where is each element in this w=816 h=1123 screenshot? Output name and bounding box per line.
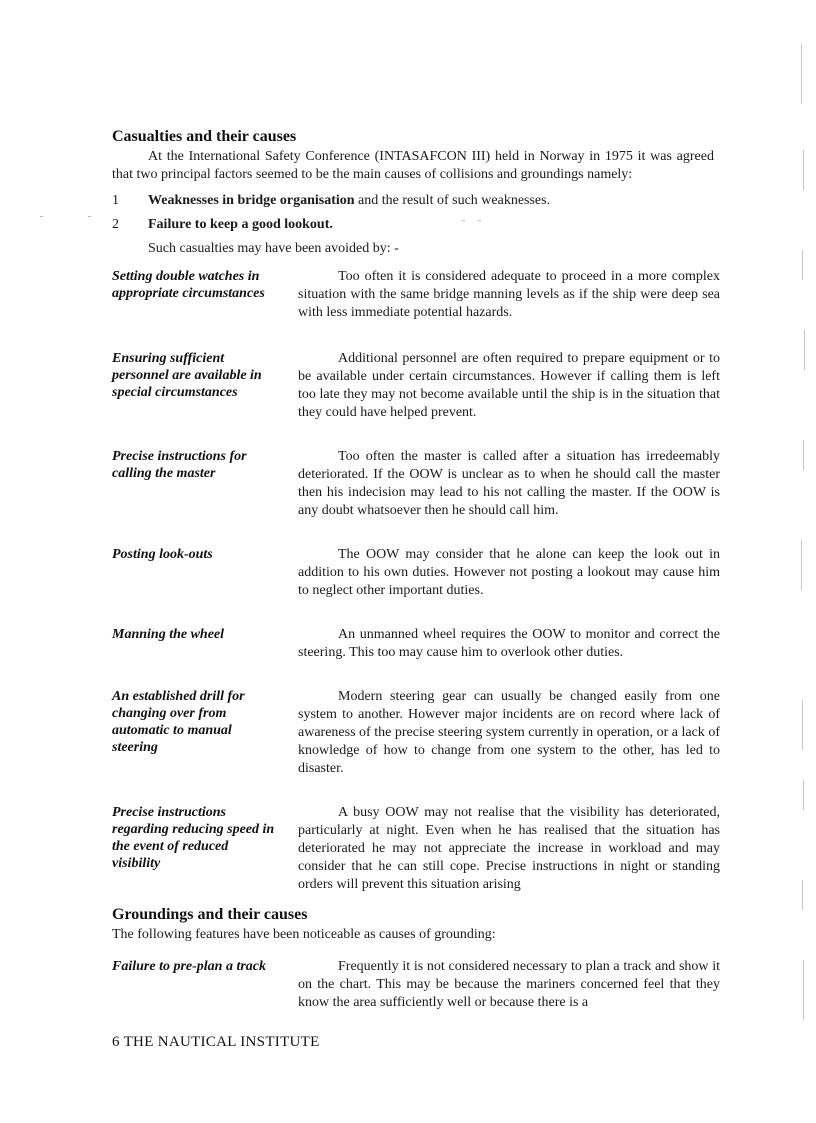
measure-label: An established drill for changing over from automatic to manual steering [112,689,245,755]
measure-description: Frequently it is not considered necessary to plan a track and show it on the chart. This may be because the mariners concerned feel that they know the area sufficiently well or because there is a [298,959,720,1010]
measure-label: Ensuring sufficient personnel are available in special circumstances [112,351,262,400]
scan-artifact [801,44,802,104]
cause-item-number: 2 [112,217,119,232]
measure-label: Manning the wheel [112,627,225,642]
measure-description: Too often the master is called after a situation has irredeemably deteriorated. If the OOW is unclear as to when he should call the master then his indecision may lead to his not calling the master. If the OOW is any doubt whatsoever then he should call him. [298,449,720,518]
measure-label: Posting look-outs [112,547,213,562]
scan-artifact [462,220,465,221]
measure-description: An unmanned wheel requires the OOW to monitor and correct the steering. This too may cause him to overlook other duties. [298,627,720,660]
cause-item-bold: Failure to keep a good lookout. [148,217,333,232]
scan-artifact [88,216,91,217]
scan-artifact [802,880,803,910]
measure-label: Precise instructions regarding reducing speed in the event of reduced visibility [112,805,275,871]
cause-item-bold: Weaknesses in bridge organisation [148,193,355,208]
groundings-intro: The following features have been noticeable as causes of grounding: [112,927,496,942]
scan-artifact [40,216,43,217]
groundings-heading: Groundings and their causes [112,906,308,923]
scan-artifact [478,220,481,221]
page-footer [112,1034,320,1051]
scan-artifact [803,960,804,1020]
measure-description: A busy OOW may not realise that the visibility has deteriorated, particularly at night. Even when he has realised that the situation has deteriorated he may not appreciate the increase in workload and may consider that he can still cope. Precise instructions in night or standing orders will prevent this situation arising [298,805,720,892]
measure-description: Additional personnel are often required to prepare equipment or to be available under certain circumstances. However if calling them is left too late they may not become available until the ship is in the situation that they could have helped prevent. [298,351,720,420]
scan-artifact [802,250,803,280]
scan-artifact [803,440,804,470]
avoided-intro: Such casualties may have been avoided by: - [148,241,399,256]
measure-label: Setting double watches in appropriate circumstances [112,269,265,301]
cause-item-number: 1 [112,193,119,208]
measure-description: Modern steering gear can usually be changed easily from one system to another. However major incidents are on record where lack of awareness of the precise steering system currently in operation, or a lack of knowledge of how to change from one system to the other, has led to disaster. [298,689,720,776]
measure-label: Precise instructions for calling the master [112,449,247,481]
measure-description: Too often it is considered adequate to proceed in a more complex situation with the same bridge manning levels as if the ship were deep sea with less immediate potential hazards. [298,269,720,320]
casualties-intro: At the International Safety Conference (INTASAFCON III) held in Norway in 1975 it was agreed that two principal factors seemed to be the main causes of collisions and groundings namely: [112,149,714,182]
scan-artifact [804,330,805,370]
scan-artifact [802,700,803,750]
casualties-heading: Casualties and their causes [112,128,297,145]
measure-description: The OOW may consider that he alone can keep the look out in addition to his own duties. However not posting a lookout may cause him to neglect other important duties. [298,547,720,598]
scan-artifact [801,540,802,590]
page-number: 6 [112,1034,120,1050]
scan-artifact [803,780,804,810]
cause-item-1 [112,192,550,210]
measure-label: Failure to pre-plan a track [112,959,267,974]
cause-item-2 [112,216,333,234]
scan-artifact [803,150,804,190]
publisher-name: THE NAUTICAL INSTITUTE [123,1034,320,1050]
cause-item-rest: and the result of such weaknesses. [354,193,551,208]
